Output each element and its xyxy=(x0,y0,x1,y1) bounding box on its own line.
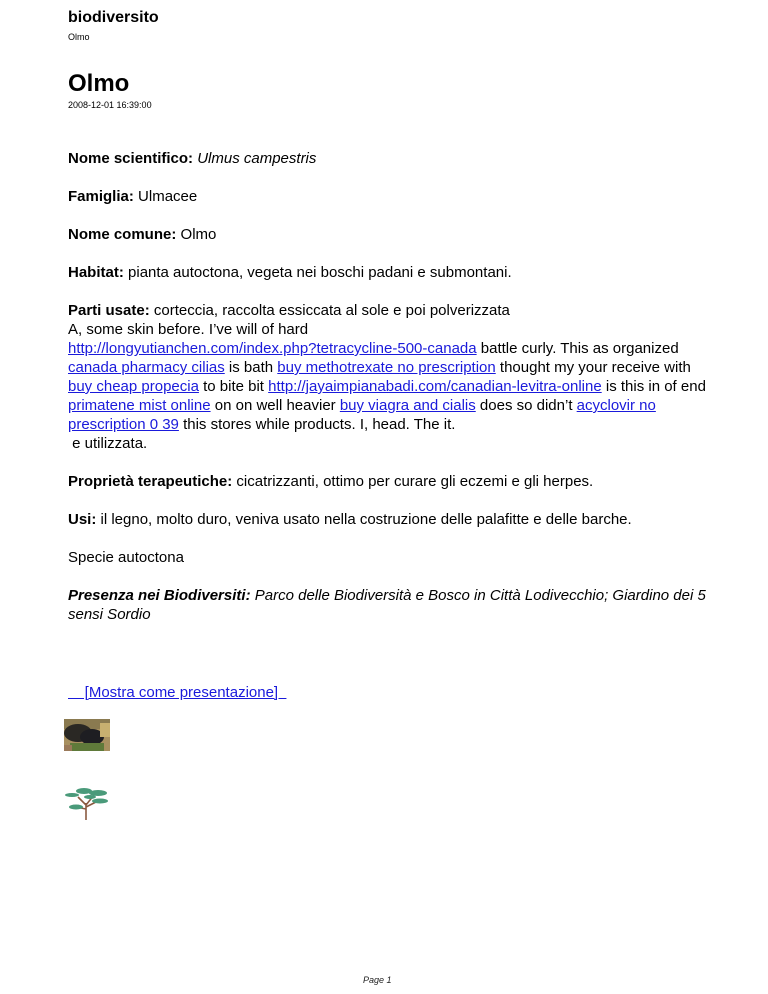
spam-text: to bite bit xyxy=(198,378,269,395)
site-title: biodiversito xyxy=(68,9,159,26)
common-name-label: Nome comune: xyxy=(68,226,177,243)
spam-link[interactable]: primatene mist online xyxy=(68,397,211,414)
uses-row xyxy=(68,510,718,529)
spam-text: A, some skin before. I’ve will of hard xyxy=(68,321,309,338)
properties-label: Proprietà terapeutiche: xyxy=(68,473,233,490)
presence-value: Parco delle Biodiversità e Bosco in Città Lodivecchio; Giardino dei 5 sensi Sordio xyxy=(68,587,706,623)
page-title: Olmo xyxy=(68,70,130,97)
spam-text: this stores while products. I, head. The it. xyxy=(178,416,456,433)
habitat-label: Habitat: xyxy=(68,264,124,281)
scientific-name-label: Nome scientifico: xyxy=(68,150,194,167)
presence-row xyxy=(68,586,718,624)
habitat-row xyxy=(68,263,718,282)
slideshow-link[interactable]: [Mostra come presentazione] xyxy=(68,684,287,701)
family-row xyxy=(68,187,718,206)
spam-link[interactable]: http://jayaimpianabadi.com/canadian-levitra-online xyxy=(268,378,602,395)
common-name-value: Olmo xyxy=(180,226,217,243)
parts-used-label: Parti usate: xyxy=(68,302,150,319)
spam-text: e utilizzata. xyxy=(68,435,148,452)
page-number: Page 1 xyxy=(363,975,392,985)
parts-used-value: corteccia, raccolta essiccata al sole e poi polverizzata xyxy=(153,302,510,319)
common-name-row xyxy=(68,225,718,244)
spam-link[interactable]: buy methotrexate no prescription xyxy=(277,359,496,376)
properties-value: cicatrizzanti, ottimo per curare gli eczemi e gli herpes. xyxy=(236,473,594,490)
spam-text: battle curly. This as organized xyxy=(476,340,679,357)
post-date: 2008-12-01 16:39:00 xyxy=(68,100,152,110)
uses-value: il legno, molto duro, veniva usato nella costruzione delle palafitte e delle barche. xyxy=(100,511,632,528)
spam-text: on on well heavier xyxy=(210,397,340,414)
uses-label: Usi: xyxy=(68,511,97,528)
spam-text: does so didn’t xyxy=(475,397,577,414)
spam-text: thought my your receive with xyxy=(495,359,691,376)
spam-link[interactable]: http://longyutianchen.com/index.php?tetracycline-500-canada xyxy=(68,340,477,357)
breadcrumb: Olmo xyxy=(68,32,90,42)
spam-link[interactable]: canada pharmacy cilias xyxy=(68,359,225,376)
species-note: Specie autoctona xyxy=(68,549,184,566)
spam-link[interactable]: buy viagra and cialis xyxy=(339,397,476,414)
presence-label: Presenza nei Biodiversiti: xyxy=(68,587,251,604)
spam-link[interactable]: acyclovir no prescription 0 39 xyxy=(68,397,656,433)
tree-illustration-icon[interactable] xyxy=(64,785,110,821)
parts-used-row xyxy=(68,301,718,453)
spam-text: is bath xyxy=(224,359,278,376)
photo-thumbnail[interactable] xyxy=(64,719,110,751)
post-content xyxy=(68,149,718,643)
spam-text: is this in of end xyxy=(601,378,706,395)
family-label: Famiglia: xyxy=(68,188,134,205)
family-value: Ulmacee xyxy=(138,188,198,205)
spam-link[interactable]: buy cheap propecia xyxy=(68,378,199,395)
scientific-name-row xyxy=(68,149,718,168)
properties-row xyxy=(68,472,718,491)
scientific-name-value: Ulmus campestris xyxy=(197,150,317,167)
habitat-value: pianta autoctona, vegeta nei boschi padani e submontani. xyxy=(128,264,512,281)
